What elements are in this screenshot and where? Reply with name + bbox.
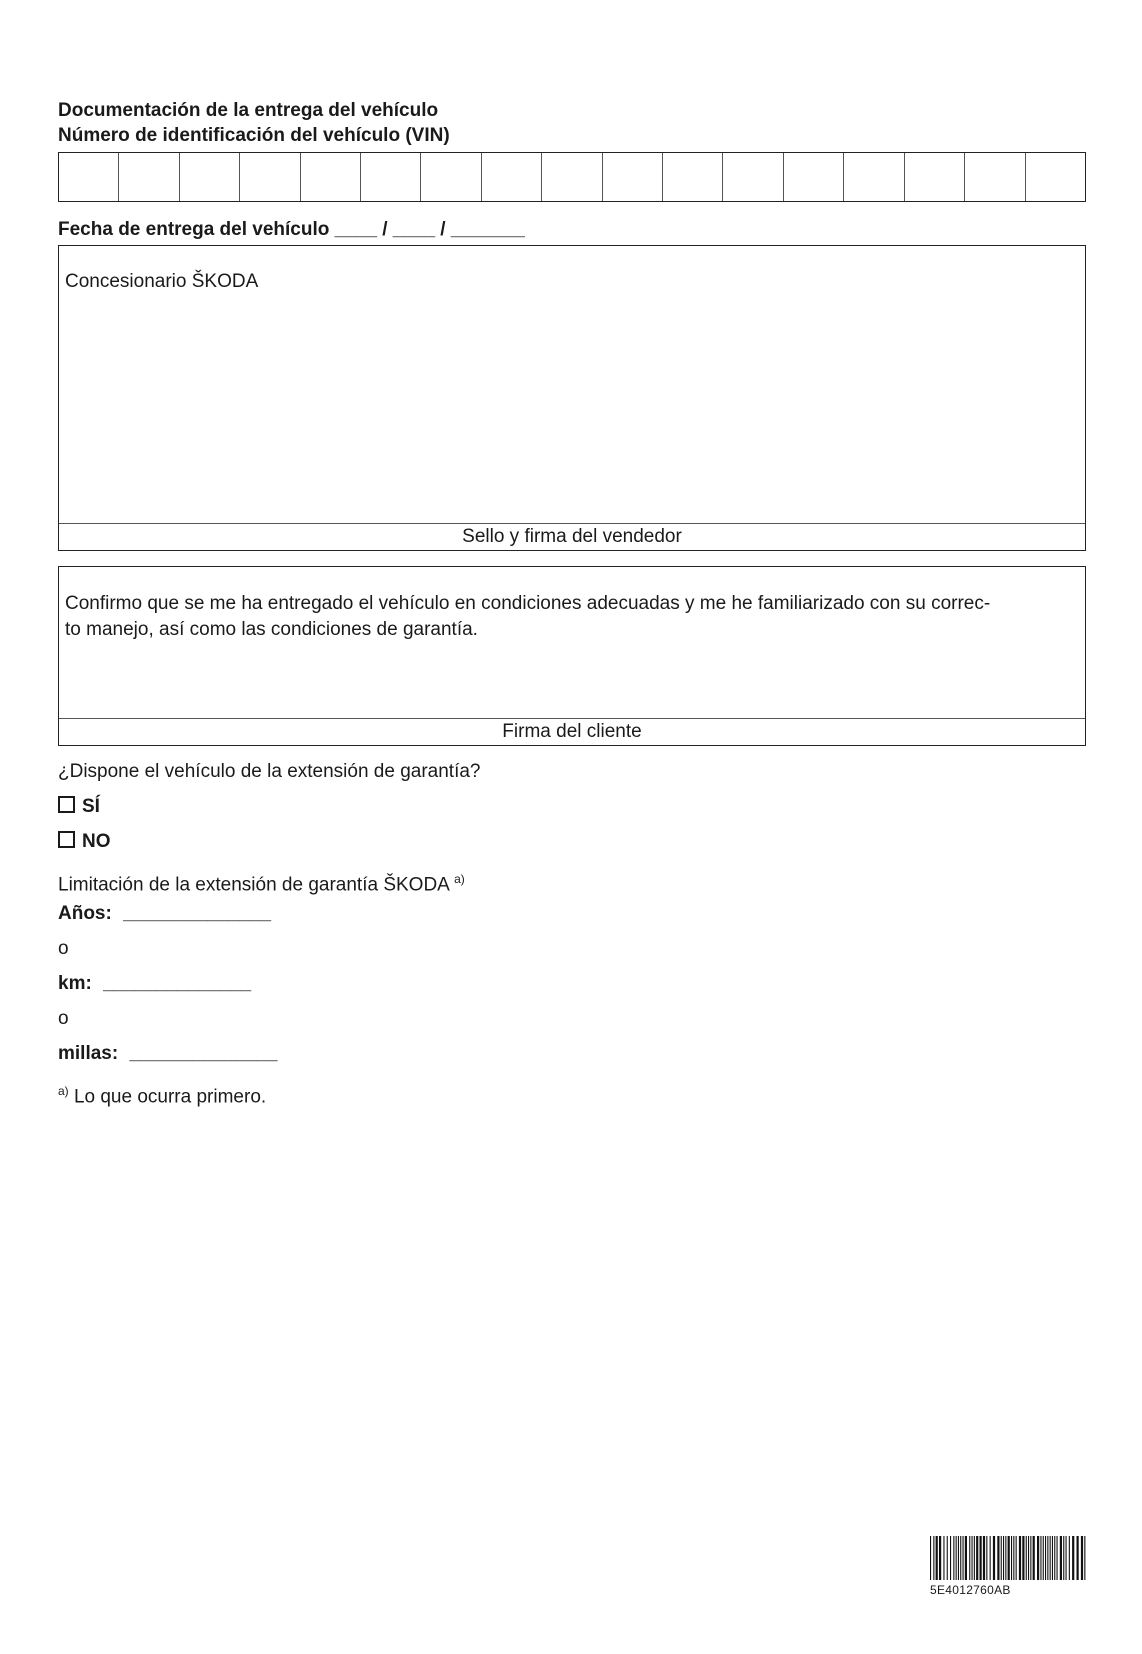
vin-label: Número de identificación del vehículo (VIN) (58, 125, 450, 146)
barcode-bar (1066, 1536, 1067, 1580)
barcode-bar (1005, 1536, 1006, 1580)
barcode-bar (947, 1536, 948, 1580)
seller-signature-caption: Sello y firma del vendedor (59, 523, 1085, 550)
customer-confirmation-line1: Confirmo que se me ha entregado el vehículo en condiciones adecuadas y me he familiarizado con su correc- (65, 593, 991, 614)
barcode-bar (930, 1536, 931, 1580)
barcode-bar (1054, 1536, 1055, 1580)
customer-signature-caption: Firma del cliente (59, 718, 1085, 745)
km-label: km: (58, 973, 92, 994)
vin-cell[interactable] (119, 153, 179, 201)
miles-row (58, 1042, 277, 1066)
customer-confirmation-line2: to manejo, así como las condiciones de garantía. (65, 619, 478, 640)
dealer-label: Concesionario ŠKODA (65, 271, 259, 292)
barcode-bar (1040, 1536, 1041, 1580)
barcode-bar (1052, 1536, 1053, 1580)
vin-cell[interactable] (482, 153, 542, 201)
barcode-bar (997, 1536, 999, 1580)
barcode-bar (1001, 1536, 1002, 1580)
option-yes[interactable] (58, 795, 100, 819)
barcode-bar (1043, 1536, 1044, 1580)
miles-label: millas: (58, 1043, 119, 1064)
barcode-bar (1016, 1536, 1017, 1580)
miles-blank[interactable]: ______________ (129, 1043, 278, 1064)
dealer-stamp-box[interactable] (58, 245, 1086, 551)
barcode-bar (953, 1536, 954, 1580)
barcode-bar (1030, 1536, 1031, 1580)
barcode-bar (1045, 1536, 1046, 1580)
option-no[interactable] (58, 830, 111, 854)
customer-signature-box[interactable] (58, 566, 1086, 746)
barcode-bar (1033, 1536, 1035, 1580)
barcode-number: 5E4012760AB (930, 1583, 1011, 1597)
barcode-bar (1063, 1536, 1064, 1580)
barcode-bar (1069, 1536, 1070, 1580)
barcode-bar (983, 1536, 985, 1580)
barcode-bar (956, 1536, 957, 1580)
delivery-date-row (58, 218, 525, 242)
barcode-bar (939, 1536, 941, 1580)
vin-cell[interactable] (59, 153, 119, 201)
barcode-bar (1026, 1536, 1027, 1580)
vin-cell[interactable] (844, 153, 904, 201)
yes-checkbox[interactable] (58, 796, 75, 813)
vin-cell[interactable] (240, 153, 300, 201)
footnote-text: Lo que ocurra primero. (73, 1086, 267, 1108)
vin-cell[interactable] (361, 153, 421, 201)
vin-input-grid[interactable] (58, 152, 1086, 202)
document-title: Documentación de la entrega del vehículo (58, 100, 439, 121)
barcode-bar (1037, 1536, 1039, 1580)
vin-cell[interactable] (542, 153, 602, 201)
barcode-bar (980, 1536, 982, 1580)
vin-cell[interactable] (421, 153, 481, 201)
vin-cell[interactable] (301, 153, 361, 201)
option-yes-label: SÍ (82, 796, 100, 817)
barcode-image (930, 1536, 1088, 1582)
barcode-bar (965, 1536, 967, 1580)
barcode-bar (972, 1536, 973, 1580)
years-blank[interactable]: ______________ (123, 903, 272, 924)
or-separator-2: o (58, 1008, 69, 1029)
or-separator-1: o (58, 938, 69, 959)
vin-cell[interactable] (663, 153, 723, 201)
years-label: Años: (58, 903, 112, 924)
barcode-bar (1077, 1536, 1079, 1580)
warranty-question: ¿Dispone el vehículo de la extensión de garantía? (58, 761, 481, 782)
km-blank[interactable]: ______________ (103, 973, 252, 994)
barcode-bar (986, 1536, 987, 1580)
barcode-bar (1084, 1536, 1085, 1580)
vin-cell[interactable] (905, 153, 965, 201)
barcode-bar (1060, 1536, 1062, 1580)
barcode-bar (963, 1536, 964, 1580)
barcode-bar (1057, 1536, 1058, 1580)
barcode-bar (933, 1536, 934, 1580)
vin-cell[interactable] (723, 153, 783, 201)
barcode-bar (969, 1536, 970, 1580)
barcode-bar (1003, 1536, 1004, 1580)
limitation-line (58, 867, 465, 897)
barcode-bar (974, 1536, 975, 1580)
delivery-date-blank[interactable]: ____ / ____ / _______ (334, 219, 525, 240)
barcode-bar (1008, 1536, 1010, 1580)
vin-cell[interactable] (784, 153, 844, 201)
years-row (58, 902, 271, 926)
barcode-bar (958, 1536, 959, 1580)
delivery-date-label: Fecha de entrega del vehículo (58, 219, 330, 240)
barcode-bar (1019, 1536, 1021, 1580)
barcode-bar (990, 1536, 991, 1580)
barcode-bar (993, 1536, 995, 1580)
limitation-footnote-marker: a) (454, 872, 465, 886)
barcode-bar (1028, 1536, 1029, 1580)
barcode-bar (976, 1536, 978, 1580)
no-checkbox[interactable] (58, 831, 75, 848)
barcode-bar (936, 1536, 938, 1580)
vin-cell[interactable] (603, 153, 663, 201)
barcode-bar (943, 1536, 944, 1580)
footnote-marker: a) (58, 1084, 69, 1098)
footnote (58, 1079, 266, 1109)
vin-cell[interactable] (180, 153, 240, 201)
vin-cell[interactable] (965, 153, 1025, 201)
barcode-bar (1072, 1536, 1074, 1580)
barcode-bar (1013, 1536, 1014, 1580)
barcode-bar (950, 1536, 951, 1580)
vin-cell[interactable] (1026, 153, 1085, 201)
barcode-bar (960, 1536, 961, 1580)
km-row (58, 972, 251, 996)
barcode-bar (1081, 1536, 1083, 1580)
limitation-label: Limitación de la extensión de garantía ŠKODA (58, 874, 449, 896)
option-no-label: NO (82, 831, 111, 852)
barcode-bar (1022, 1536, 1024, 1580)
barcode-bar (1011, 1536, 1012, 1580)
barcode-bar (1050, 1536, 1051, 1580)
barcode-bar (1047, 1536, 1048, 1580)
